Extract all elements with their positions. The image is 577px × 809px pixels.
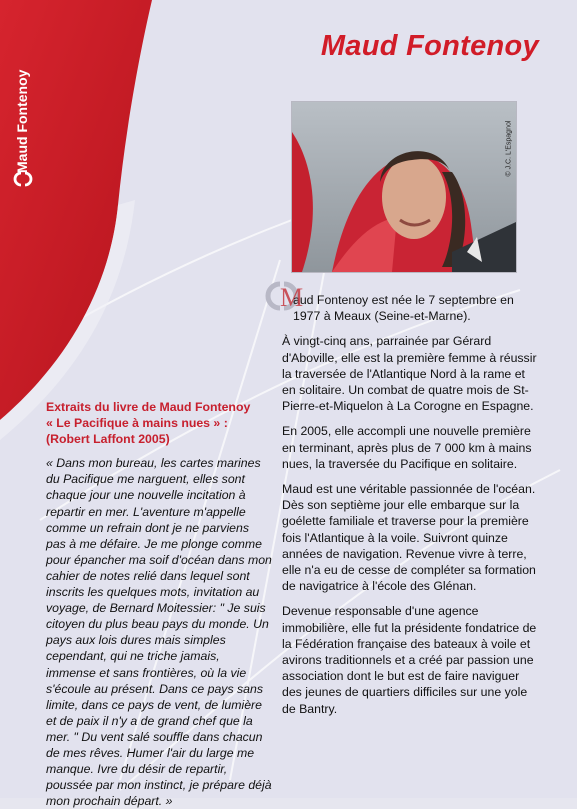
bio-paragraph-3: En 2005, elle accompli une nouvelle première en terminant, après plus de 7 000 km à mains nues, la traversée du Pacifique en solitaire. bbox=[282, 424, 532, 471]
brand-logo-icon bbox=[12, 170, 34, 188]
book-extract bbox=[46, 399, 272, 809]
portrait-photo bbox=[291, 101, 517, 273]
photo-credit: © J.C. L'Espagnol bbox=[505, 120, 513, 177]
extract-quote: « Dans mon bureau, les cartes marines du Pacifique me narguent, elles sont chaque jour une nouvelle incitation à repartir en mer. L'aventure m'appelle comme un refrain dont je ne parviens pas à me défaire. Je me plonge comme pour épancher ma soif d'océan dans mon cahier de notes relié dans lequel sont inscrits les quelques mots, invitation au voyage, de Bernard Moitessier: " Je suis citoyen du plus beau pays du monde. Un pays aux lois dures mais simples cependant, qui ne triche jamais, immense et sans frontières, où la vie s'écoule au présent. Dans ce pays sans limite, dans ce pays de vent, de lumière et de paix il n'y a de grand chef que la mer. " Du vent salé souffle dans chacun de mes rêves. Humer l'air du large me manque. Ivre du désir de repartir, poussée par mon instinct, je prépare déjà mon prochain départ. » bbox=[46, 456, 272, 809]
side-title-label: Maud Fontenoy bbox=[14, 69, 30, 173]
extract-heading: Extraits du livre de Maud Fontenoy « Le Pacifique à mains nues » : (Robert Laffont 2005) bbox=[46, 400, 251, 447]
bio-paragraph-4: Maud est une véritable passionnée de l'océan. Dès son septième jour elle embarque sur la goélette familiale et traverse pour la première fois l'Atlantique à la voile. Suivront quinze années de navigation. Revenue vivre à terre, elle n'a eu de cesse de compléter sa formation de navigatrice à l'école des Glénan. bbox=[282, 482, 536, 594]
bio-paragraph-2: À vingt-cinq ans, parrainée par Gérard d'Aboville, elle est la première femme à réussir la traversée de l'Atlantique Nord à la rame et en solitaire. Un combat de quatre mois de St-Pierre-et-Miquelon à La Corogne en Espagne. bbox=[282, 334, 537, 414]
bio-paragraph-1: M aud Fontenoy est née le 7 septembre en 1977 à Meaux (Seine-et-Marne). bbox=[280, 283, 514, 324]
bio-paragraph-5: Devenue responsable d'une agence immobilière, elle fut la présidente fondatrice de la Fédération française des bateaux à voile et avirons traditionnels et a créé par passion une association dont le but est de faire naviguer des jeunes de quartiers difficiles sur une yole de Bantry. bbox=[282, 604, 537, 716]
biography bbox=[280, 283, 538, 726]
page-title: Maud Fontenoy bbox=[320, 30, 539, 62]
side-title bbox=[14, 40, 32, 190]
drop-cap: M bbox=[280, 283, 304, 312]
